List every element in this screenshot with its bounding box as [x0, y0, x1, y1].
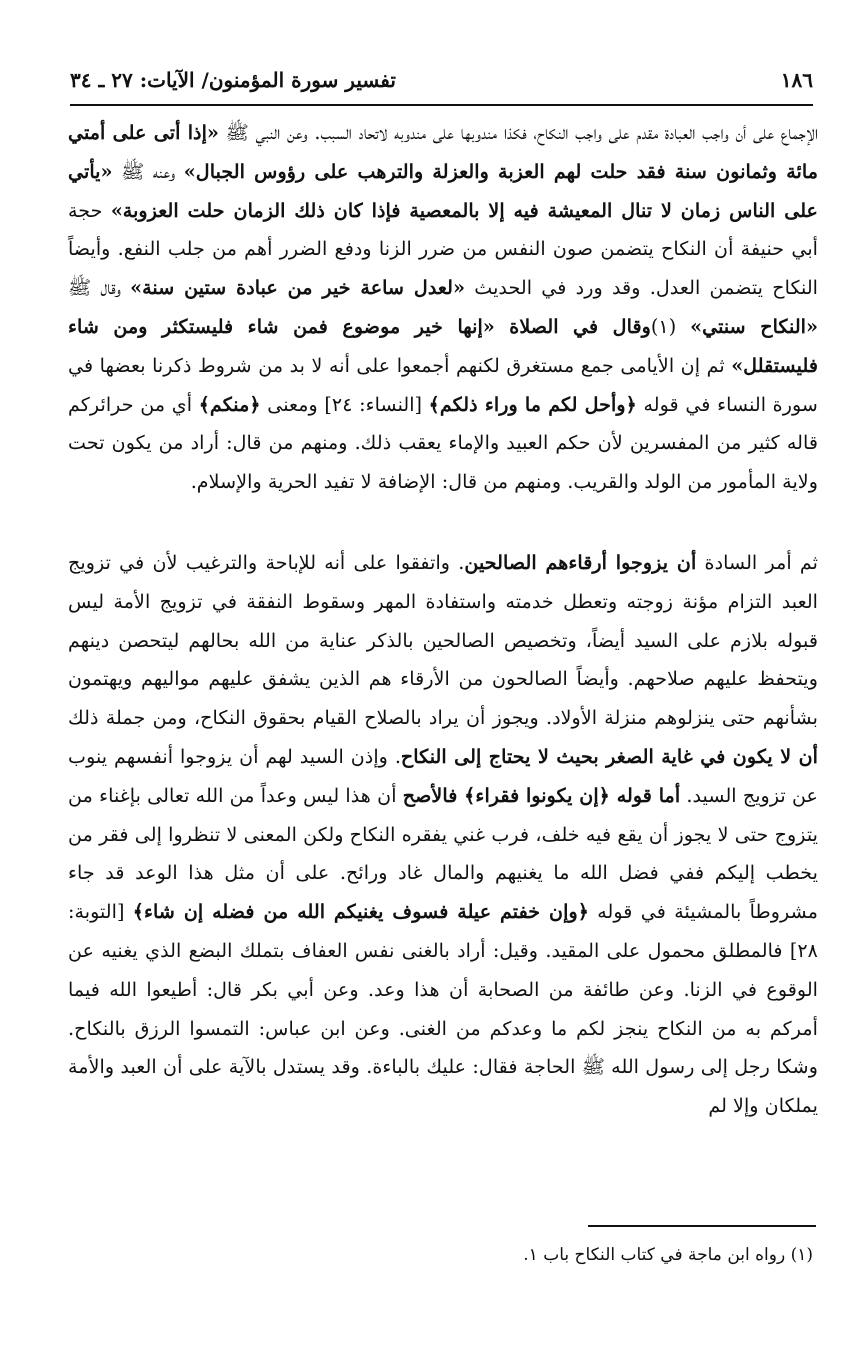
hadith-quote: وقال في الصلاة «إنها خير موضوع فمن شاء فليستكثر ومن شاء فليستقلل»: [68, 314, 818, 377]
hadith-quote: «لعدل ساعة خير من عبادة ستين سنة»: [130, 276, 465, 300]
footnote: (١) رواه ابن ماجة في كتاب النكاح باب ١.: [523, 1245, 813, 1265]
hadith-quote: «النكاح سنتي»: [690, 314, 818, 338]
header-divider: [70, 104, 813, 106]
text-segment: ثم أمر السادة: [696, 550, 818, 574]
text-segment: . واتفقوا على أنه للإباحة والترغيب لأن في تزويج العبد التزام مؤنة زوجته وتعطل خدمته واستفادة المهر وسقوط النفقة في تزويج الأمة ليس قبوله بلازم على السيد أيضاً، وتخصيص الصالحين بالذكر عناية من الله بحالهم ليتحصن دينهم ويتحفظ عليهم صلاحهم. وأيضاً الصالحون من الأرقاء هم الذين يشفق عليهم مواليهم ويهتمون بشأنهم حتى ينزلوهم منزلة الأولاد. ويجوز أن يراد بالصلاح القيام بحقوق النكاح، ومن جملة ذلك: [68, 550, 818, 730]
footnote-ref: (١): [650, 314, 691, 338]
text-segment: وقال ﷺ: [68, 276, 131, 300]
verse-quote: ﴿وإن خفتم عيلة فسوف يغنيكم الله من فضله إن شاء﴾: [132, 900, 589, 924]
verse-quote: ﴿وأحل لكم ما وراء ذلكم﴾: [428, 392, 637, 416]
page-header: [70, 62, 813, 98]
verse-quote: أما قوله ﴿إن يكونوا فقراء﴾ فالأصح: [402, 783, 681, 807]
verse-quote: أن يزوجوا أرقاءهم الصالحين: [464, 550, 697, 574]
page-number: ١٨٦: [780, 68, 813, 92]
text-segment: . وإذن السيد لهم أن يزوجوا أنفسهم ينوب عن تزويج السيد.: [68, 744, 818, 807]
text-segment: [التوبة: ٢٨] فالمطلق محمول على المقيد. وقيل: أراد بالغنى نفس العفاف بتملك البضع الذي يغنيه عن الوقوع في الزنا. وعن طائفة من الصحابة أن هذا وعد. وعن أبي بكر قال: أطيعوا الله فيما أمركم به من النكاح ينجز لكم ما وعدكم من الغنى. وعن ابن عباس: التمسوا الرزق بالنكاح. وشكا رجل إلى رسول الله ﷺ الحاجة فقال: عليك بالباءة. وقد يستدل بالآية على أن العبد والأمة يملكان وإلا لم: [68, 900, 818, 1118]
hadith-quote: «إذا أتى على أمتي مائة وثمانون سنة فقد حلت لهم العزبة والعزلة والترهب على رؤوس الجبال»: [68, 121, 819, 183]
text-segment: وعنه ﷺ: [112, 159, 184, 183]
text-segment: الإجماع على أن واجب العبادة مقدم على واجب النكاح، فكذا مندوبها على مندوبه لاتحاد السبب. وعن النبي ﷺ: [218, 121, 819, 144]
text-segment: ثم إن الأيامى جمع مستغرق لكنهم أجمعوا على أنه لا بد من شروط ذكرنا بعضها في سورة النساء في قوله: [68, 353, 818, 416]
hadith-quote: «يأتي على الناس زمان لا تنال المعيشة فيه إلا بالمعصية فإذا كان ذلك الزمان حلت العزوبة»: [68, 159, 818, 222]
verse-quote: ﴿منكم﴾: [198, 392, 261, 416]
text-segment: أن هذا ليس وعداً من الله تعالى بإغناء من يتزوج حتى لا يجوز أن يقع فيه خلف، فرب غني يفقره النكاح ولكن المعنى لا تنظروا إلى فقر من يخطب إليكم ففي فضل الله ما يغنيهم والمال غاد ورائح. على أن مثل هذا الوعد قد جاء مشروطاً بالمشيئة في قوله: [68, 783, 818, 924]
main-text: [68, 114, 818, 1126]
text-segment: أي من حرائركم قاله كثير من المفسرين لأن حكم العبيد والإماء يعقب ذلك. ومنهم من قال: أراد من يكون تحت ولاية المأمور من الولد والقريب. ومنهم من قال: الإضافة لا تفيد الحرية والإسلام.: [68, 392, 818, 494]
running-title: تفسير سورة المؤمنون/ الآيات: ٢٧ ـ ٣٤: [70, 68, 396, 92]
verse-quote: أن لا يكون في غاية الصغر بحيث لا يحتاج إلى النكاح: [400, 744, 818, 768]
text-segment: حجة أبي حنيفة أن النكاح يتضمن صون النفس من ضرر الزنا ودفع الضرر أهم من جلب النفع. وأيضاً النكاح يتضمن العدل. وقد ورد في الحديث: [68, 198, 819, 300]
text-segment: [النساء: ٢٤] ومعنى: [260, 392, 429, 416]
paragraph-2: [68, 544, 818, 1126]
paragraph-1: [68, 114, 818, 502]
footnote-divider: [588, 1225, 816, 1227]
